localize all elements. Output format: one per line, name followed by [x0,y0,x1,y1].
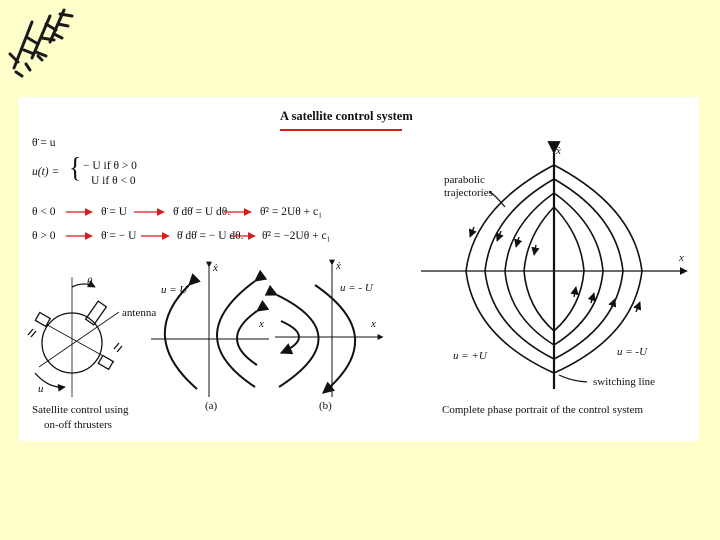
row1-result: θ̇² = 2Uθ + c₁ [260,206,323,218]
portrait-caption: Complete phase portrait of the control system [442,404,644,416]
plot-b-y-axis: ẋ [336,260,341,272]
trajectories-label-2: trajectories [444,187,493,199]
plot-b-control: u = - U [340,282,373,294]
plot-a-x-axis: x [259,318,264,330]
plot-a-y-axis: ẋ [213,262,218,274]
row1-integral: θ̇ dθ̇ = U dθ. [173,206,231,218]
control-brace: { [69,151,82,184]
figure-panel [19,97,699,441]
control-case-1: − U if θ > 0 [83,160,137,172]
satellite-caption-1: Satellite control using [32,404,129,416]
portrait-right-control: u = -U [617,346,648,358]
row2-result: θ̇² = −2Uθ + c₁ [262,230,331,242]
equation-dynamics: θ̈ = u [32,137,56,149]
portrait-x-axis: x [679,252,684,264]
plot-b-x-axis: x [371,318,376,330]
control-case-2: U if θ < 0 [91,175,136,187]
equation-arrows [66,212,255,236]
theta-label: θ [87,276,93,288]
plot-b-caption: (b) [319,400,332,412]
diagrams-canvas [19,97,699,441]
row1-condition: θ < 0 [32,206,56,218]
row1-accel: θ̈ = U [101,206,128,218]
plot-a-caption: (a) [205,400,218,412]
page-title: A satellite control system [280,109,413,123]
satellite-diagram [28,277,122,397]
plot-a-control: u = U [161,284,188,296]
satellite-caption-2: on-off thrusters [44,419,112,431]
equation-control-lhs: u(t) = [32,166,60,178]
logo-stamp [2,2,82,82]
switching-line-label: switching line [593,376,656,388]
portrait-y-axis: ẋ [556,145,561,157]
row2-condition: θ > 0 [32,230,56,242]
trajectories-label-1: parabolic [444,174,485,186]
portrait-left-control: u = +U [453,350,487,362]
row2-integral: θ̇ dθ̇ = − U dθ. [177,230,244,242]
antenna-label: antenna [122,307,157,319]
u-label: u [38,383,44,395]
row2-accel: θ̈ = − U [101,230,137,242]
